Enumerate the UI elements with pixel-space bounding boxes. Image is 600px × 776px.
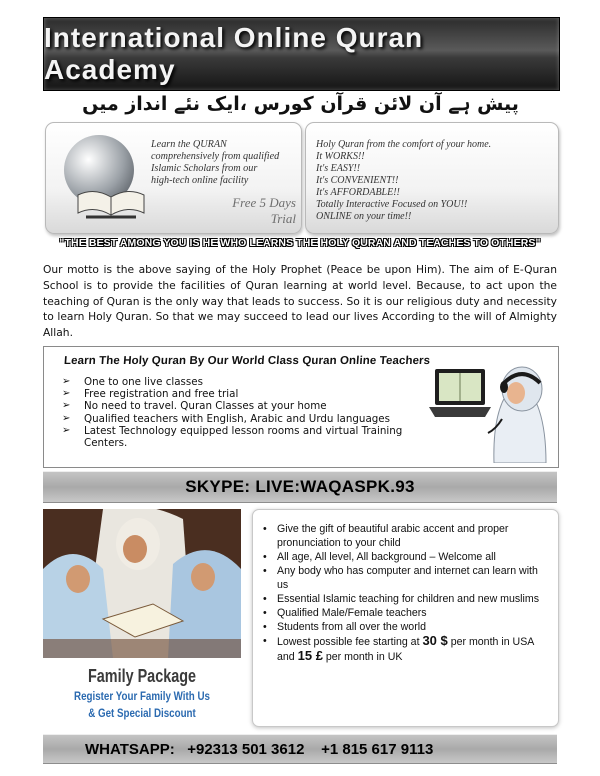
benefit-line: It WORKS!! <box>316 151 365 162</box>
fee-uk: 15 £ <box>297 648 323 663</box>
open-book-icon <box>76 185 146 219</box>
page-title: International Online Quran Academy <box>44 22 424 85</box>
list-item: • Any body who has computer and internet can learn with us <box>263 564 548 592</box>
motto-paragraph: Our motto is the above saying of the Holy Prophet (Peace be upon Him). The aim of E-Quran School is to provide the facilities of Quran learning at world level. Because, to act upon the teaching of Quran is the only way that leads to success. So it is our religious duty and necessity to learn Holy Quran. So that we may succeed to lead our lives According to the will of Almighty Allah. <box>43 263 557 340</box>
whatsapp-contact-bar <box>43 734 557 764</box>
teachers-title: Learn The Holy Quran By Our World Class Quran Online Teachers <box>63 355 431 367</box>
intro-left-panel <box>45 122 302 234</box>
teachers-feature-list <box>62 376 422 449</box>
laptop-icon <box>429 365 491 423</box>
list-item: ➢ Free registration and free trial <box>62 388 422 400</box>
fee-mid: per month in USA and <box>277 636 534 663</box>
skype-contact-bar <box>43 471 557 503</box>
offer-box <box>252 509 559 727</box>
list-item: • Essential Islamic teaching for children and new muslims <box>263 592 548 606</box>
header-banner <box>43 17 560 91</box>
fee-prefix: Lowest possible fee starting at <box>277 636 423 648</box>
family-package-card <box>43 658 241 726</box>
list-item: • Give the gift of beautiful arabic accent and proper pronunciation to your child <box>263 522 548 550</box>
list-item: • Students from all over the world <box>263 620 548 634</box>
urdu-tagline: پیش ہے آن لائن قرآن کورس ،ایک نئے انداز میں <box>82 93 519 115</box>
teachers-section <box>43 346 559 468</box>
trial-line: Trial <box>270 211 296 226</box>
benefit-line: It's AFFORDABLE!! <box>316 187 400 198</box>
learn-line: Learn the QURAN <box>151 139 227 150</box>
fee-suffix: per month in UK <box>322 651 403 663</box>
list-item: ➢ Qualified teachers with English, Arabic and Urdu languages <box>62 413 422 425</box>
benefit-line: ONLINE on your time!! <box>316 211 412 222</box>
list-item: ➢ No need to travel. Quran Classes at your home <box>62 400 422 412</box>
learn-line: high-tech online facility <box>151 175 249 186</box>
list-item: • Qualified Male/Female teachers <box>263 606 548 620</box>
intro-right-panel <box>305 122 559 234</box>
family-reading-photo <box>43 509 241 658</box>
benefit-line: Totally Interactive Focused on YOU!! <box>316 199 468 210</box>
offer-list <box>263 522 548 664</box>
family-package-discount: & Get Special Discount <box>88 708 196 720</box>
family-photo-illustration <box>43 509 241 658</box>
family-package-subtitle: Register Your Family With Us <box>74 691 210 703</box>
learn-line: comprehensively from qualified <box>151 151 280 162</box>
fee-list-item <box>263 634 548 664</box>
list-item: ➢ One to one live classes <box>62 376 422 388</box>
whatsapp-contact[interactable]: WHATSAPP: +92313 501 3612 +1 815 617 9113 <box>85 740 434 758</box>
hadith-quote: "THE BEST AMONG YOU IS HE WHO LEARNS THE HOLY QURAN AND TEACHES TO OTHERS" <box>59 237 541 249</box>
benefit-line: Holy Quran from the comfort of your home. <box>316 139 492 150</box>
trial-line: Free 5 Days <box>232 195 296 210</box>
learn-line: Islamic Scholars from our <box>151 163 258 174</box>
benefits-list <box>316 139 551 223</box>
fee-usd: 30 $ <box>422 633 448 648</box>
learn-text <box>151 139 296 187</box>
list-item: • All age, All level, All background – Welcome all <box>263 550 548 564</box>
free-trial-text <box>196 195 296 227</box>
benefit-line: It's CONVENIENT!! <box>316 175 399 186</box>
student-with-headset-image <box>484 359 554 463</box>
list-item: ➢ Latest Technology equipped lesson rooms and virtual Training Centers. <box>62 425 422 449</box>
benefit-line: It's EASY!! <box>316 163 361 174</box>
skype-contact[interactable]: SKYPE: LIVE:WAQASPK.93 <box>185 477 415 496</box>
family-package-title: Family Package <box>87 666 197 686</box>
